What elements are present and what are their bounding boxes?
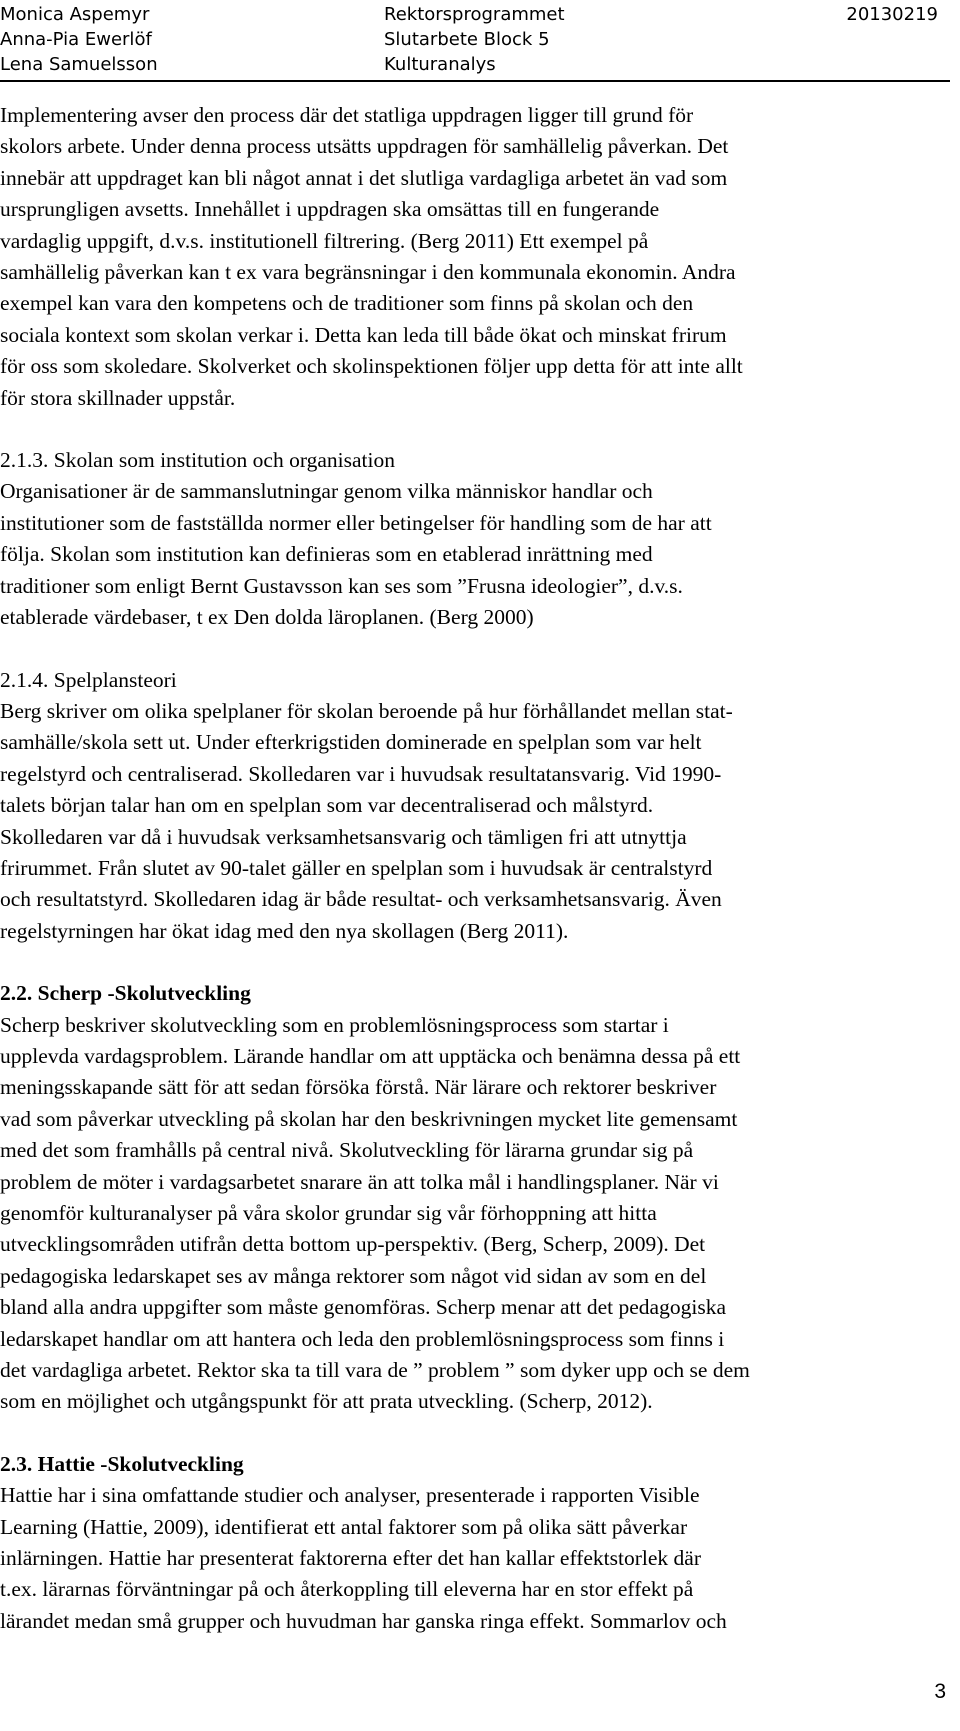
page-body [0, 100, 940, 1668]
intro-paragraph [0, 100, 940, 414]
text-line: utvecklingsområden utifrån detta bottom up-perspektiv. (Berg, Scherp, 2009). Det [0, 1232, 706, 1257]
text-line: problem de möter i vardagsarbetet snarare än att tolka mål i handlingsplaner. När vi [0, 1169, 719, 1194]
text-line: Skolledaren var då i huvudsak verksamhetsansvarig och tämligen fri att utnyttja [0, 824, 687, 849]
page-number: 3 [934, 1680, 946, 1703]
section-2-1-4 [0, 665, 940, 948]
section-2-3 [0, 1449, 940, 1637]
section-2-1-3 [0, 445, 940, 633]
header-course [384, 2, 565, 77]
text-line: traditioner som enligt Bernt Gustavsson kan ses som ”Frusna ideologier”, d.v.s. [0, 573, 683, 598]
text-line: Implementering avser den process där det statliga uppdragen ligger till grund för [0, 103, 694, 127]
text-line: t.ex. lärarnas förväntningar på och återkoppling till eleverna har en stor effekt på [0, 1577, 694, 1602]
text-line: följa. Skolan som institution kan definieras som en etablerad inrättning med [0, 542, 653, 567]
text-line: vad som påverkar utveckling på skolan har den beskrivningen mycket lite gemensamt [0, 1106, 738, 1131]
text-line: etablerade värdebaser, t ex Den dolda läroplanen. (Berg 2000) [0, 605, 534, 630]
text-line: ursprungligen avsetts. Innehållet i uppdragen ska omsättas till en fungerande [0, 197, 660, 222]
text-line: genomför kulturanalyser på våra skolor grundar sig vår förhoppning att hitta [0, 1201, 657, 1225]
text-line: meningsskapande sätt för att sedan försöka förstå. När lärare och rektorer beskriver [0, 1075, 717, 1100]
text-line: Learning (Hattie, 2009), identifierat ett antal faktorer som på olika sätt påverkar [0, 1514, 688, 1539]
header-topic: Kulturanalys [384, 54, 496, 75]
text-line: regelstyrningen har ökat idag med den nya skollagen (Berg 2011). [0, 918, 569, 943]
text-line: Hattie har i sina omfattande studier och analyser, presenterade i rapporten Visible [0, 1483, 700, 1508]
header-author-2: Anna-Pia Ewerlöf [0, 29, 152, 50]
text-line: frirummet. Från slutet av 90-talet gäller en spelplan som i huvudsak är centralstyrd [0, 855, 713, 880]
text-line: pedagogiska ledarskapet ses av många rektorer som något vid sidan av som en del [0, 1263, 707, 1288]
text-line: samhällelig påverkan kan t ex vara begränsningar i den kommunala ekonomin. Andra [0, 260, 736, 285]
text-line: regelstyrd och centraliserad. Skolledaren var i huvudsak resultatansvarig. Vid 1990- [0, 761, 722, 786]
text-line: för oss som skoledare. Skolverket och skolinspektionen följer upp detta för att inte allt [0, 354, 743, 379]
section-heading: 2.2. Scherp -Skolutveckling [0, 981, 251, 1006]
text-line: Berg skriver om olika spelplaner för skolan beroende på hur förhållandet mellan stat- [0, 698, 733, 723]
text-line: med det som framhålls på central nivå. Skolutveckling för lärarna grundar sig på [0, 1138, 694, 1163]
header-block: Slutarbete Block 5 [384, 29, 550, 50]
section-heading: 2.1.4. Spelplansteori [0, 667, 177, 692]
text-line: vardaglig uppgift, d.v.s. institutionell filtrering. (Berg 2011) Ett exempel på [0, 228, 649, 253]
section-2-2 [0, 978, 940, 1418]
text-line: och resultatstyrd. Skolledaren idag är både resultat- och verksamhetsansvarig. Även [0, 887, 722, 912]
text-line: det vardagliga arbetet. Rektor ska ta till vara de ” problem ” som dyker upp och se dem [0, 1358, 750, 1383]
text-line: Scherp beskriver skolutveckling som en problemlösningsprocess som startar i [0, 1012, 669, 1037]
text-line: ledarskapet handlar om att hantera och leda den problemlösningsprocess som finns i [0, 1326, 725, 1351]
text-line: för stora skillnader uppstår. [0, 385, 236, 410]
page-header [0, 0, 950, 82]
header-author-3: Lena Samuelsson [0, 54, 158, 75]
text-line: Organisationer är de sammanslutningar genom vilka människor handlar och [0, 479, 653, 504]
text-line: bland alla andra uppgifter som måste genomföras. Scherp menar att det pedagogiska [0, 1295, 726, 1320]
header-date: 20130219 [846, 4, 938, 25]
text-line: inlärningen. Hattie har presenterat faktorerna efter det han kallar effektstorlek där [0, 1546, 701, 1571]
header-date-col [846, 2, 938, 27]
header-author-1: Monica Aspemyr [0, 4, 150, 25]
text-line: innebär att uppdraget kan bli något annat i det slutliga vardagliga arbetet än vad som [0, 165, 728, 190]
header-authors [0, 2, 158, 77]
text-line: skolors arbete. Under denna process utsätts uppdragen för samhällelig påverkan. Det [0, 134, 729, 159]
section-heading: 2.3. Hattie -Skolutveckling [0, 1451, 244, 1476]
text-line: som en möjlighet och utgångspunkt för att prata utveckling. (Scherp, 2012). [0, 1389, 653, 1414]
header-program: Rektorsprogrammet [384, 4, 565, 25]
text-line: exempel kan vara den kompetens och de traditioner som finns på skolan och den [0, 291, 694, 316]
text-line: talets början talar han om en spelplan som var decentraliserad och målstyrd. [0, 793, 654, 818]
text-line: samhälle/skola sett ut. Under efterkrigstiden dominerade en spelplan som var helt [0, 730, 702, 755]
text-line: lärandet medan små grupper och huvudman har ganska ringa effekt. Sommarlov och [0, 1608, 727, 1633]
section-heading: 2.1.3. Skolan som institution och organisation [0, 448, 395, 473]
text-line: institutioner som de fastställda normer eller betingelser för handling som de har att [0, 510, 712, 535]
text-line: upplevda vardagsproblem. Lärande handlar om att upptäcka och benämna dessa på ett [0, 1043, 741, 1068]
text-line: sociala kontext som skolan verkar i. Detta kan leda till både ökat och minskat frirum [0, 322, 727, 347]
